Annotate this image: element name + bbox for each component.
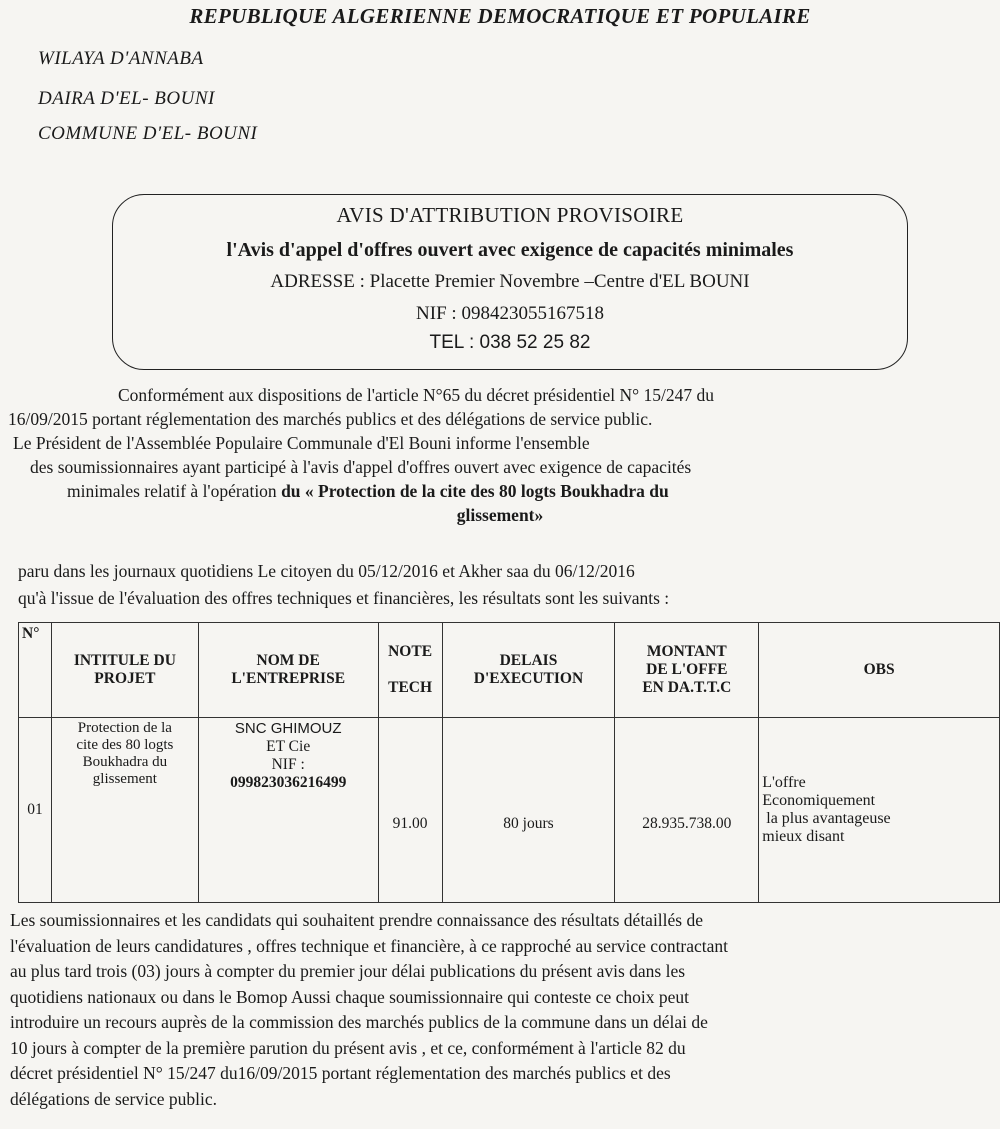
cell-montant: 28.935.738.00 [615, 718, 759, 903]
cell-obs: L'offre Economiquement la plus avantageuse mieux disant [759, 718, 1000, 903]
footer-line: introduire un recours auprès de la commission des marchés publics de la commune dans un délai de [10, 1012, 708, 1032]
intro-line-2: 16/09/2015 portant réglementation des marchés publics et des délégations de service public. [8, 409, 653, 429]
col-header-note: NOTE TECH [378, 623, 442, 718]
table-row [19, 718, 1000, 903]
operation-name: du « Protection de la cite des 80 logts Boukhadra du [281, 481, 669, 501]
footer-line: quotidiens nationaux ou dans le Bomop Aussi chaque soumissionnaire qui conteste ce choix peut [10, 986, 689, 1007]
notice-subtitle: l'Avis d'appel d'offres ouvert avec exigence de capacités minimales [226, 239, 794, 261]
cell-num: 01 [19, 718, 52, 903]
cell-note: 91.00 [378, 718, 442, 903]
cell-intitule: Protection de la cite des 80 logts Boukhadra du glissement [51, 718, 198, 903]
notice-tel: TEL : 038 52 25 82 [429, 332, 591, 353]
cell-delais: 80 jours [442, 718, 615, 903]
notice-nif: NIF : 098423055167518 [416, 303, 604, 324]
col-header-num: N° [19, 623, 52, 718]
commune-line: COMMUNE D'EL- BOUNI [38, 123, 258, 144]
intro-line-8: qu'à l'issue de l'évaluation des offres techniques et financières, les résultats sont les suivants : [18, 588, 670, 608]
footer-line: 10 jours à compter de la première parution du présent avis , et ce, conformément à l'article 82 du [10, 1037, 686, 1058]
footer-line: au plus tard trois (03) jours à compter du premier jour délai publications du présent avis dans les [10, 961, 686, 981]
notice-box [112, 194, 908, 370]
cell-entreprise: SNC GHIMOUZ ET Cie NIF : 099823036216499 [198, 718, 378, 903]
entreprise-nif: 099823036216499 [230, 774, 347, 791]
col-header-montant: MONTANT DE L'OFFE EN DA.T.T.C [615, 623, 759, 718]
wilaya-line: WILAYA D'ANNABA [38, 48, 204, 69]
operation-name-end: glissement» [456, 505, 544, 525]
footer-paragraph [10, 908, 1000, 1112]
col-header-obs: OBS [759, 623, 1000, 718]
intro-line-1: Conformément aux dispositions de l'article N°65 du décret présidentiel N° 15/247 du [118, 385, 714, 405]
footer-line: Les soumissionnaires et les candidats qui souhaitent prendre connaissance des résultats détaillés de [10, 910, 704, 930]
footer-line: l'évaluation de leurs candidatures , offres technique et financière, à ce rapproché au service contractant [10, 935, 729, 956]
intro-line-5-text: minimales relatif à l'opération [67, 481, 282, 501]
daira-line: DAIRA D'EL- BOUNI [38, 88, 215, 109]
col-header-delais: DELAIS D'EXECUTION [442, 623, 615, 718]
col-header-intitule: INTITULE DU PROJET [51, 623, 198, 718]
intro-line-7: paru dans les journaux quotidiens Le citoyen du 05/12/2016 et Akher saa du 06/12/2016 [18, 561, 635, 581]
footer-line: délégations de service public. [10, 1088, 218, 1109]
intro-line-3: Le Président de l'Assemblée Populaire Communale d'El Bouni informe l'ensemble [13, 433, 590, 453]
results-table [18, 622, 1000, 903]
footer-line: décret présidentiel N° 15/247 du16/09/2015 portant réglementation des marchés publics et des [10, 1063, 671, 1083]
intro-line-4: des soumissionnaires ayant participé à l'avis d'appel d'offres ouvert avec exigence de capacités [30, 457, 692, 477]
table-header-row [19, 623, 1000, 718]
intro-line-5 [67, 481, 669, 502]
notice-title: AVIS D'ATTRIBUTION PROVISOIRE [336, 203, 684, 227]
republic-title: REPUBLIQUE ALGERIENNE DEMOCRATIQUE ET POPULAIRE [189, 4, 811, 28]
notice-address: ADRESSE : Placette Premier Novembre –Centre d'EL BOUNI [270, 271, 750, 292]
col-header-entreprise: NOM DE L'ENTREPRISE [198, 623, 378, 718]
